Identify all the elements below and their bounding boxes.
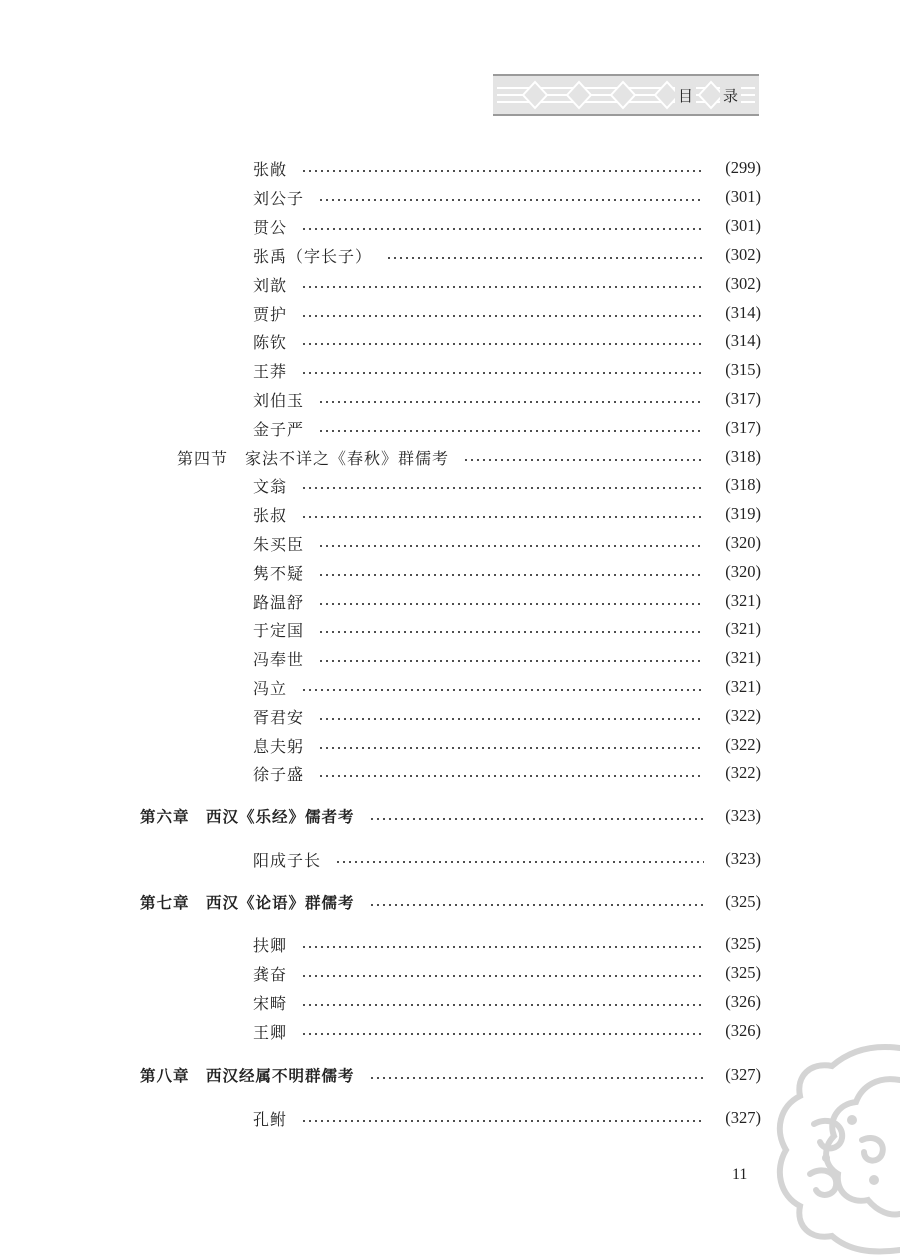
toc-entry-page: (319) xyxy=(725,504,761,523)
decorative-medallion xyxy=(770,1040,900,1256)
toc-entry-page: (314) xyxy=(725,303,761,322)
toc-entry[interactable] xyxy=(0,645,900,671)
toc-entry[interactable] xyxy=(0,846,900,872)
toc-entry-label: 隽不疑 xyxy=(253,563,305,583)
toc-entry[interactable] xyxy=(0,1105,900,1131)
toc-chapter[interactable] xyxy=(0,889,900,915)
toc-chapter[interactable] xyxy=(0,1062,900,1088)
toc-entry[interactable] xyxy=(0,184,900,210)
toc-entry-label: 文翁 xyxy=(253,476,288,496)
toc-entry-page: (302) xyxy=(725,245,761,264)
toc-entry[interactable] xyxy=(0,1018,900,1044)
toc-entry-label: 朱买臣 xyxy=(253,534,305,554)
toc-entry[interactable] xyxy=(0,155,900,181)
toc-entry[interactable] xyxy=(0,703,900,729)
toc-entry-label: 贯公 xyxy=(253,217,288,237)
toc-entry-page: (317) xyxy=(725,418,761,437)
toc-entry[interactable] xyxy=(0,472,900,498)
dot-leader xyxy=(301,975,704,977)
toc-entry-page: (299) xyxy=(725,158,761,177)
dot-leader xyxy=(318,199,704,201)
toc-entry-page: (301) xyxy=(725,187,761,206)
toc-entry[interactable] xyxy=(0,760,900,786)
toc-entry[interactable] xyxy=(0,501,900,527)
dot-leader xyxy=(301,170,704,172)
toc-entry[interactable] xyxy=(0,931,900,957)
toc-entry-label: 冯奉世 xyxy=(253,649,305,669)
dot-leader xyxy=(301,343,704,345)
toc-entry-label: 路温舒 xyxy=(253,592,305,612)
toc-entry[interactable] xyxy=(0,415,900,441)
toc-entry-label: 刘伯玉 xyxy=(253,390,305,410)
toc-chapter-label: 第八章 西汉经属不明群儒考 xyxy=(140,1067,355,1085)
toc-chapter[interactable] xyxy=(0,803,900,829)
toc-entry-label: 息夫躬 xyxy=(253,736,305,756)
toc-entry-label: 王莽 xyxy=(253,361,288,381)
dot-leader xyxy=(463,459,704,461)
toc-chapter-label: 第六章 西汉《乐经》儒者考 xyxy=(140,808,355,826)
toc-chapter-page: (325) xyxy=(725,892,761,911)
dot-leader xyxy=(301,946,704,948)
dot-leader xyxy=(369,818,704,820)
toc-entry-label: 阳成子长 xyxy=(253,850,322,870)
toc-entry-label: 王卿 xyxy=(253,1022,288,1042)
toc-entry-page: (322) xyxy=(725,706,761,725)
toc-entry-page: (317) xyxy=(725,389,761,408)
dot-leader xyxy=(301,286,704,288)
toc-section-page: (318) xyxy=(725,447,761,466)
toc-entry-page: (314) xyxy=(725,331,761,350)
dot-leader xyxy=(318,603,704,605)
toc-entry-page: (322) xyxy=(725,735,761,754)
dot-leader xyxy=(301,1004,704,1006)
header-banner xyxy=(493,74,759,116)
toc-entry-page: (301) xyxy=(725,216,761,235)
toc-entry[interactable] xyxy=(0,328,900,354)
toc-entry-label: 于定国 xyxy=(253,620,305,640)
toc-entry-label: 金子严 xyxy=(253,419,305,439)
toc-entry-page: (321) xyxy=(725,648,761,667)
toc-entry[interactable] xyxy=(0,616,900,642)
toc-entry[interactable] xyxy=(0,242,900,268)
toc-entry-label: 张叔 xyxy=(253,505,288,525)
toc-entry-label: 扶卿 xyxy=(253,935,288,955)
page-number: 11 xyxy=(732,1166,748,1183)
toc-entry-label: 胥君安 xyxy=(253,707,305,727)
toc-entry-page: (326) xyxy=(725,1021,761,1040)
toc-chapter-page: (327) xyxy=(725,1065,761,1084)
dot-leader xyxy=(301,315,704,317)
toc-entry[interactable] xyxy=(0,588,900,614)
toc-entry-page: (321) xyxy=(725,619,761,638)
dot-leader xyxy=(318,775,704,777)
dot-leader xyxy=(369,904,704,906)
dot-leader xyxy=(318,545,704,547)
toc-entry[interactable] xyxy=(0,674,900,700)
dot-leader xyxy=(301,1120,704,1122)
toc-entry[interactable] xyxy=(0,357,900,383)
toc-entry-page: (323) xyxy=(725,849,761,868)
toc-entry-label: 刘公子 xyxy=(253,188,305,208)
toc-entry-page: (318) xyxy=(725,475,761,494)
dot-leader xyxy=(318,660,704,662)
dot-leader xyxy=(301,1033,704,1035)
toc-entry-label: 徐子盛 xyxy=(253,764,305,784)
toc-entry-page: (302) xyxy=(725,274,761,293)
toc-entry[interactable] xyxy=(0,960,900,986)
toc-entry-label: 孔鲋 xyxy=(253,1109,288,1129)
toc-entry-label: 张敞 xyxy=(253,159,288,179)
toc-entry-page: (315) xyxy=(725,360,761,379)
dot-leader xyxy=(318,401,704,403)
toc-entry-page: (321) xyxy=(725,677,761,696)
toc-entry-label: 贾护 xyxy=(253,304,288,324)
dot-leader xyxy=(301,372,704,374)
dot-leader xyxy=(301,689,704,691)
dot-leader xyxy=(386,257,704,259)
dot-leader xyxy=(318,718,704,720)
toc-entry[interactable] xyxy=(0,732,900,758)
toc-entry-page: (327) xyxy=(725,1108,761,1127)
toc-entry[interactable] xyxy=(0,213,900,239)
toc-entry-label: 宋畸 xyxy=(253,993,288,1013)
toc-entry-page: (325) xyxy=(725,934,761,953)
toc-entry-label: 龚奋 xyxy=(253,964,288,984)
dot-leader xyxy=(301,228,704,230)
toc-entry-label: 张禹（字长子） xyxy=(253,246,373,266)
dot-leader xyxy=(318,631,704,633)
dot-leader xyxy=(318,574,704,576)
toc-entry-label: 陈钦 xyxy=(253,332,288,352)
toc-entry-label: 刘歆 xyxy=(253,275,288,295)
toc-entry[interactable] xyxy=(0,989,900,1015)
toc-entry-page: (326) xyxy=(725,992,761,1011)
dot-leader xyxy=(301,487,704,489)
toc-entry-page: (320) xyxy=(725,562,761,581)
toc-entry[interactable] xyxy=(0,530,900,556)
toc-chapter-page: (323) xyxy=(725,806,761,825)
dot-leader xyxy=(318,747,704,749)
toc-entry-label: 冯立 xyxy=(253,678,288,698)
header-title-char: 目 xyxy=(675,85,696,106)
toc-section[interactable] xyxy=(0,444,900,470)
toc-entry[interactable] xyxy=(0,559,900,585)
toc-chapter-label: 第七章 西汉《论语》群儒考 xyxy=(140,894,355,912)
toc-entry-page: (320) xyxy=(725,533,761,552)
toc-section-label: 第四节 家法不详之《春秋》群儒考 xyxy=(177,450,450,468)
toc-entry-page: (321) xyxy=(725,591,761,610)
toc-entry[interactable] xyxy=(0,271,900,297)
dot-leader xyxy=(369,1077,704,1079)
toc-entry-page: (325) xyxy=(725,963,761,982)
dot-leader xyxy=(335,861,704,863)
toc-entry-page: (322) xyxy=(725,763,761,782)
dot-leader xyxy=(318,430,704,432)
toc-entry[interactable] xyxy=(0,386,900,412)
header-title-char: 录 xyxy=(720,85,741,106)
toc-entry[interactable] xyxy=(0,300,900,326)
header-title xyxy=(663,84,753,106)
dot-leader xyxy=(301,516,704,518)
